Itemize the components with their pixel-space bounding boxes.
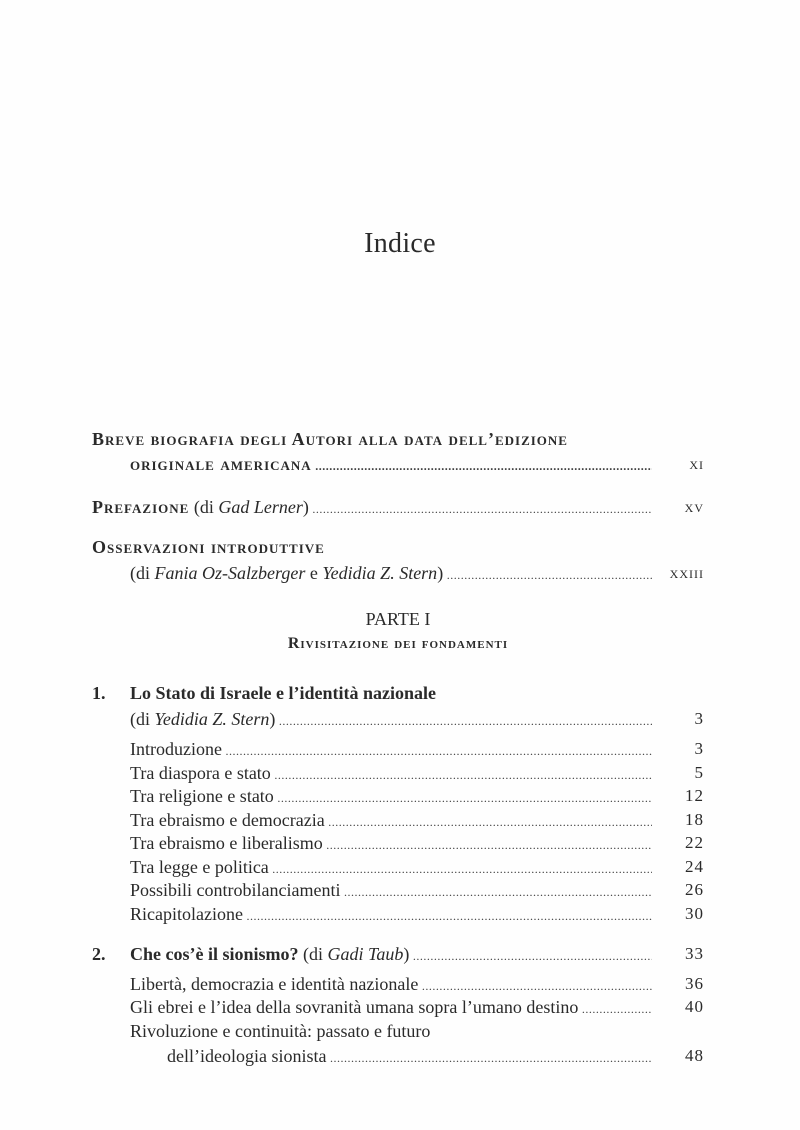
toc-page-number: 24 bbox=[685, 857, 704, 876]
toc-entry-osservazioni-heading[interactable]: Osservazioni introduttive bbox=[92, 537, 325, 557]
toc-entry-label: Che cos’è il sionismo? (di Gadi Taub) ..... bbox=[130, 941, 652, 967]
toc-section-label: Tra diaspora e stato ..... bbox=[130, 760, 652, 786]
toc-section-label: Ricapitolazione ..... bbox=[130, 901, 652, 927]
part-heading: PARTE I bbox=[365, 609, 431, 629]
toc-section[interactable] bbox=[130, 736, 704, 762]
toc-entry-osservazioni[interactable] bbox=[130, 560, 704, 586]
toc-section-label: Tra ebraismo e liberalismo ..... bbox=[130, 830, 652, 856]
chapter-title[interactable]: Lo Stato di Israele e l’identità nazionale bbox=[130, 683, 436, 703]
toc-section-label: Gli ebrei e l’idea della sovranità umana sopra l’umano destino ..... bbox=[130, 994, 652, 1020]
toc-entry-label: (di Yedidia Z. Stern) ..... bbox=[130, 706, 652, 732]
toc-page-number: 40 bbox=[685, 997, 704, 1016]
toc-page-number: xi bbox=[689, 454, 704, 473]
toc-section[interactable] bbox=[130, 901, 704, 927]
toc-entry-prefazione[interactable] bbox=[92, 494, 704, 520]
toc-page-number: 3 bbox=[694, 709, 704, 728]
toc-entry-chapter-2[interactable] bbox=[130, 941, 704, 967]
toc-page-number: xxiii bbox=[669, 563, 704, 582]
toc-entry-label: originale americana ..... bbox=[130, 451, 652, 477]
toc-entry-biografia[interactable] bbox=[130, 451, 704, 477]
toc-entry-label: Prefazione (di Gad Lerner) ..... bbox=[92, 494, 652, 520]
toc-section-label: Tra religione e stato ..... bbox=[130, 783, 652, 809]
part-subtitle: Rivisitazione dei fondamenti bbox=[287, 635, 509, 652]
toc-entry-chapter-1[interactable] bbox=[130, 706, 704, 732]
toc-page-number: 12 bbox=[685, 786, 704, 805]
toc-page-number: 18 bbox=[685, 810, 704, 829]
toc-section[interactable] bbox=[167, 1043, 704, 1069]
toc-section-label: Tra legge e politica ..... bbox=[130, 854, 652, 880]
toc-entry-label: (di Fania Oz-Salzberger e Yedidia Z. Stern) ..... bbox=[130, 560, 652, 586]
toc-section-label-line1[interactable]: Rivoluzione e continuità: passato e futuro bbox=[130, 1021, 431, 1041]
toc-page-number: 33 bbox=[685, 944, 704, 963]
toc-section[interactable] bbox=[130, 877, 704, 903]
toc-page-number: 48 bbox=[685, 1046, 704, 1065]
toc-page-number: 22 bbox=[685, 833, 704, 852]
page-title: Indice bbox=[364, 228, 436, 259]
toc-page-number: 36 bbox=[685, 974, 704, 993]
toc-entry-biografia-line1[interactable]: Breve biografia degli Autori alla data dell’edizione bbox=[92, 429, 568, 449]
toc-section-label: Libertà, democrazia e identità nazionale ..... bbox=[130, 971, 652, 997]
toc-section[interactable] bbox=[130, 994, 704, 1020]
toc-section-label: Possibili controbilanciamenti ..... bbox=[130, 877, 652, 903]
toc-section-label: Introduzione ..... bbox=[130, 736, 652, 762]
toc-page-number: 5 bbox=[694, 763, 704, 782]
chapter-number: 1. bbox=[92, 683, 106, 703]
toc-section[interactable] bbox=[130, 783, 704, 809]
toc-page-number: xv bbox=[684, 497, 704, 516]
chapter-number: 2. bbox=[92, 944, 106, 964]
toc-page-number: 26 bbox=[685, 880, 704, 899]
toc-section[interactable] bbox=[130, 830, 704, 856]
toc-page-number: 3 bbox=[694, 739, 704, 758]
toc-section-label: Tra ebraismo e democrazia ..... bbox=[130, 807, 652, 833]
toc-section-label: dell’ideologia sionista ..... bbox=[167, 1043, 652, 1069]
toc-page-number: 30 bbox=[685, 904, 704, 923]
